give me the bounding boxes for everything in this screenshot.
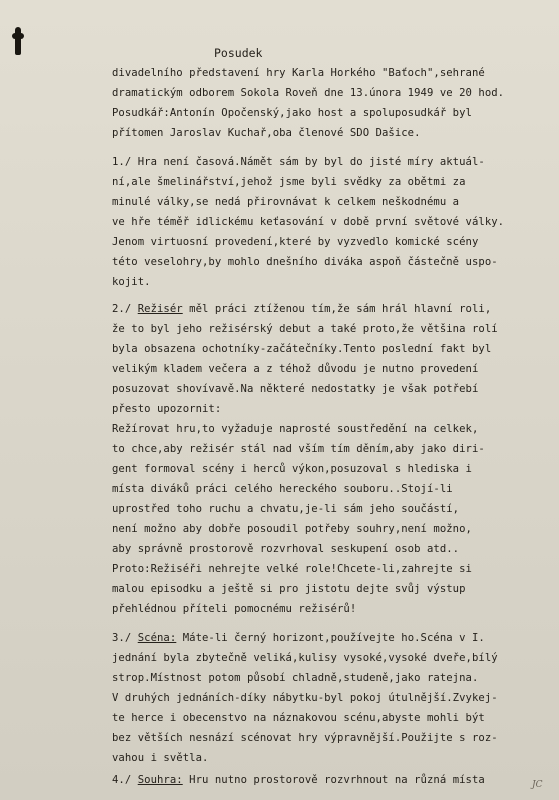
section-3-line: te herce i obecenstvo na náznakovou scénu,abyste mohli být (112, 712, 485, 724)
section-2-line: není možno aby dobře posoudil potřeby souhry,není možno, (112, 523, 472, 535)
section-2-line: malou episodku a ještě si pro jistotu dejte svůj výstup (112, 583, 466, 595)
section-1-line: kojit. (112, 276, 151, 288)
section-2-first-text: měl práci ztíženou tím,že sám hrál hlavní roli, (182, 303, 492, 315)
section-2-line: že to byl jeho režisérský debut a také proto,že většina rolí (112, 323, 498, 335)
section-1-line: 1./ Hra není časová.Námět sám by byl do jisté míry aktuál- (112, 156, 485, 168)
section-2-line: to chce,aby režisér stál nad vším tím děním,aby jako diri- (112, 443, 485, 455)
section-2-line: přesto upozornit: (112, 403, 222, 415)
section-3-line: vahou i světla. (112, 752, 209, 764)
section-1-line: Jenom virtuosní provedení,které by vyzvedlo komické scény (112, 236, 479, 248)
section-3-term: Scéna: (137, 632, 177, 644)
intro-line: přítomen Jaroslav Kuchař,oba členové SDO Dašice. (112, 127, 421, 139)
section-2-line: místa diváků práci celého hereckého souboru..Stojí-li (112, 483, 453, 495)
section-2-heading-line (112, 303, 491, 315)
section-2-line: uprostřed toho ruchu a chvatu,je-li sám jeho součástí, (112, 503, 460, 515)
section-2-line: přehlédnou příteli pomocnému režisérů! (112, 603, 357, 615)
section-2-line: aby správně prostorově rozvrhoval seskupení osob atd.. (112, 543, 460, 555)
section-1-line: minulé války,se nedá přirovnávat k celkem neškodnému a (112, 196, 460, 208)
intro-line: Posudkář:Antonín Opočenský,jako host a spoluposudkář byl (112, 107, 472, 119)
ink-mark (15, 27, 21, 55)
section-3-line: bez větších nesnází scénovat hry výpravnější.Použijte s roz- (112, 732, 498, 744)
section-1-line: ní,ale šmelinářství,jehož jsme byli svědky za obětmi za (112, 176, 466, 188)
section-2-line: gent formoval scény i herců výkon,posuzoval s hlediska i (112, 463, 472, 475)
section-1-line: této veselohry,by mohlo dnešního diváka aspoň částečně uspo- (112, 256, 498, 268)
section-4-heading-line (112, 774, 485, 786)
section-3-line: V druhých jednáních-díky nábytku-byl pokoj útulnější.Zvykej- (112, 692, 498, 704)
section-1-line: ve hře téměř idlickému keťasování v době první světové války. (112, 216, 505, 228)
section-3-line: jednání byla zbytečně veliká,kulisy vysoké,vysoké dveře,bílý (112, 652, 498, 664)
section-2-number: 2./ (112, 303, 138, 315)
section-3-number: 3./ (112, 632, 138, 644)
intro-line: dramatickým odborem Sokola Roveň dne 13.února 1949 ve 20 hod. (112, 87, 505, 99)
corner-mark: JC (532, 780, 543, 790)
section-2-line: byla obsazena ochotníky-začátečníky.Tento poslední fakt byl (112, 343, 492, 355)
section-2-line: Proto:Režiséři nehrejte velké role!Chcete-li,zahrejte si (112, 563, 472, 575)
section-2-term: Režisér (137, 303, 183, 315)
document-title: Posudek (214, 46, 263, 60)
section-2-line: Režírovat hru,to vyžaduje naprosté soustředění na celkek, (112, 423, 479, 435)
section-3-first-text: Máte-li černý horizont,používejte ho.Scéna v I. (176, 632, 485, 644)
section-4-term: Souhra: (137, 774, 183, 786)
section-3-line: strop.Místnost potom působí chladně,studeně,jako ratejna. (112, 672, 479, 684)
section-4-number: 4./ (112, 774, 138, 786)
section-3-heading-line (112, 632, 485, 644)
section-2-line: posuzovat shovívavě.Na některé nedostatky je však potřebí (112, 383, 479, 395)
intro-line: divadelního představení hry Karla Horkého "Baťoch",sehrané (112, 67, 485, 79)
section-2-line: velikým kladem večera a z téhož důvodu je nutno provedení (112, 363, 479, 375)
section-4-first-text: Hru nutno prostorově rozvrhnout na různá místa (182, 774, 485, 786)
